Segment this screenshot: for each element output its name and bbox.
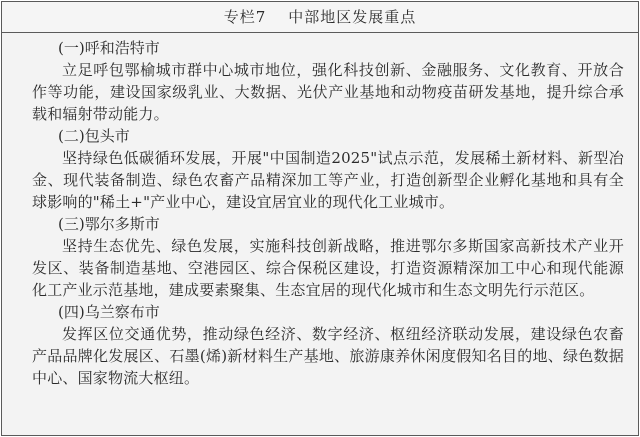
section-body-ordos: 坚持生态优先、绿色发展，实施科技创新战略，推进鄂尔多斯国家高新技术产业开发区、装备制造基地、空港园区、综合保税区建设，打造资源精深加工中心和现代能源化工产业示范基地，建成要素聚集、生态宜居的现代化城市和生态文明先行示范区。 <box>32 237 624 299</box>
section-title-baotou: (二)包头市 <box>58 127 130 145</box>
section-title-hohhot: (一)呼和浩特市 <box>58 39 160 57</box>
section-body-baotou: 坚持绿色低碳循环发展，开展"中国制造2025"试点示范，发展稀土新材料、新型冶金、现代装备制造、绿色农畜产品精深加工等产业，打造创新型企业孵化基地和具有全球影响的"稀土+"产业中心，建设宜居宜业的现代化工业城市。 <box>32 149 624 211</box>
feature-box <box>1 1 639 436</box>
box-content <box>2 33 638 389</box>
box-title: 中部地区发展重点 <box>288 8 417 26</box>
box-label: 专栏7 <box>223 8 267 26</box>
section-title-ordos: (三)鄂尔多斯市 <box>58 215 160 233</box>
section-body-ulanqab: 发挥区位交通优势，推动绿色经济、数字经济、枢纽经济联动发展，建设绿色农畜产品品牌化发展区、石墨(烯)新材料生产基地、旅游康养休闲度假知名目的地、绿色数据中心、国家物流大枢纽。 <box>32 325 624 387</box>
box-header <box>2 2 638 33</box>
section-title-ulanqab: (四)乌兰察布市 <box>58 303 160 321</box>
section-body-hohhot: 立足呼包鄂榆城市群中心城市地位，强化科技创新、金融服务、文化教育、开放合作等功能，建设国家级乳业、大数据、光伏产业基地和动物疫苗研发基地，提升综合承载和辐射带动能力。 <box>32 61 624 123</box>
